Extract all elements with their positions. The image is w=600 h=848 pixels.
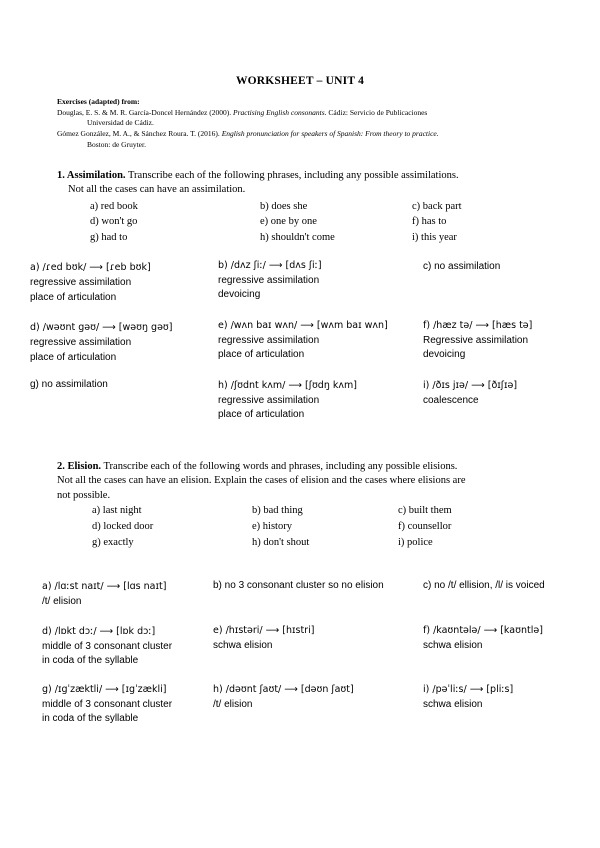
section1-instruction-text: Transcribe each of the following phrases, including any possible assimilations. — [125, 170, 459, 181]
s2-answer-d-transcription: d) /lɒkt dɔː/ ⟶ [lɒk dɔː] — [42, 626, 156, 637]
s1-option-a: a) red book — [90, 201, 138, 212]
section2-instruction-line2: Not all the cases can have an elision. Explain the cases of elision and the cases where elisions are — [57, 475, 466, 486]
s2-option-b: b) bad thing — [252, 505, 303, 516]
s1-answer-b-note2: devoicing — [218, 289, 261, 300]
s1-answer-c: c) no assimilation — [423, 261, 501, 272]
s2-answer-f-note1: schwa elision — [423, 640, 483, 651]
ref2-authors: Gómez González, M. A., & Sánchez Roura. T. (2016). — [57, 129, 222, 138]
s1-answer-d-note2: place of articulation — [30, 352, 117, 363]
section1-heading: 1. Assimilation. — [57, 170, 126, 181]
reference-2 — [57, 129, 439, 138]
ref1-authors: Douglas, E. S. & M. R. García-Doncel Hernández (2000). — [57, 108, 233, 117]
s1-answer-a-note1: regressive assimilation — [30, 277, 132, 288]
s2-answer-g-transcription: g) /ɪgˈzæktli/ ⟶ [ɪgˈzækli] — [42, 684, 167, 695]
s1-answer-f-note2: devoicing — [423, 349, 466, 360]
s2-option-g: g) exactly — [92, 537, 134, 548]
s1-option-g: g) had to — [90, 232, 128, 243]
s2-answer-g-note2: in coda of the syllable — [42, 713, 139, 724]
s1-answer-a-transcription: a) /ɾed bʊk/ ⟶ [ɾeb bʊk] — [30, 262, 151, 273]
s1-answer-i-note1: coalescence — [423, 395, 479, 406]
s2-answer-a-transcription: a) /lɑːst naɪt/ ⟶ [lɑs naɪt] — [42, 581, 167, 592]
s2-answer-g-note1: middle of 3 consonant cluster — [42, 699, 173, 710]
s2-answer-d-note1: middle of 3 consonant cluster — [42, 641, 173, 652]
s1-option-i: i) this year — [412, 232, 457, 243]
s1-answer-b-transcription: b) /dʌz ʃiː/ ⟶ [dʌs ʃiː] — [218, 260, 322, 271]
section1-instruction-line2: Not all the cases can have an assimilation. — [68, 184, 246, 195]
s1-option-e: e) one by one — [260, 216, 317, 227]
s1-answer-h-transcription: h) /ʃʊdnt kʌm/ ⟶ [ʃʊdŋ kʌm] — [218, 380, 357, 391]
s2-option-d: d) locked door — [92, 521, 154, 532]
s2-option-e: e) history — [252, 521, 292, 532]
s1-answer-e-transcription: e) /wʌn baɪ wʌn/ ⟶ [wʌm baɪ wʌn] — [218, 320, 388, 331]
s1-answer-d-note1: regressive assimilation — [30, 337, 132, 348]
s2-answer-a-note1: /t/ elision — [42, 596, 82, 607]
s1-answer-b-note1: regressive assimilation — [218, 275, 320, 286]
section2-instruction-text: Transcribe each of the following words and phrases, including any possible elisions. — [101, 461, 458, 472]
s1-answer-e-note1: regressive assimilation — [218, 335, 320, 346]
s2-option-h: h) don't shout — [252, 537, 310, 548]
page-title: WORKSHEET – UNIT 4 — [235, 75, 365, 87]
s1-answer-i-transcription: i) /ðɪs jɪə/ ⟶ [ðɪʃɪə] — [423, 380, 518, 391]
ref2-title: English pronunciation for speakers of Spanish: From theory to practice. — [221, 129, 439, 138]
section1-instruction — [57, 170, 459, 181]
s2-answer-i-note1: schwa elision — [423, 699, 483, 710]
references-heading: Exercises (adapted) from: — [57, 97, 140, 106]
s1-option-c: c) back part — [412, 201, 462, 212]
s2-answer-h-note1: /t/ elision — [213, 699, 253, 710]
s2-answer-i-transcription: i) /pəˈliːs/ ⟶ [pliːs] — [423, 684, 514, 695]
s2-option-c: c) built them — [398, 505, 452, 516]
s1-answer-d-transcription: d) /wəʊnt gəʊ/ ⟶ [wəʊŋ gəʊ] — [30, 322, 173, 333]
s2-answer-c: c) no /t/ ellision, /l/ is voiced — [423, 580, 545, 591]
s1-answer-g: g) no assimilation — [30, 379, 108, 390]
s2-answer-f-transcription: f) /kaʊntələ/ ⟶ [kaʊntlə] — [423, 625, 543, 636]
section2-instruction-line3: not possible. — [57, 490, 111, 501]
s2-option-a: a) last night — [92, 505, 142, 516]
reference-1-line-2: Universidad de Cádiz. — [87, 118, 154, 127]
s1-answer-h-note1: regressive assimilation — [218, 395, 320, 406]
s2-answer-h-transcription: h) /dəʊnt ʃaʊt/ ⟶ [dəʊn ʃaʊt] — [213, 684, 354, 695]
s1-answer-f-transcription: f) /hæz tə/ ⟶ [hæs tə] — [423, 320, 533, 331]
s2-answer-d-note2: in coda of the syllable — [42, 655, 139, 666]
s1-answer-e-note2: place of articulation — [218, 349, 305, 360]
s1-answer-f-note1: Regressive assimilation — [423, 335, 529, 346]
reference-1 — [57, 108, 427, 117]
reference-2-line-2: Boston: de Gruyter. — [87, 140, 146, 149]
section2-heading: 2. Elision. — [57, 461, 102, 472]
section2-instruction — [57, 461, 457, 472]
s1-option-h: h) shouldn't come — [260, 232, 335, 243]
s1-answer-a-note2: place of articulation — [30, 292, 117, 303]
s2-answer-e-note1: schwa elision — [213, 640, 273, 651]
ref1-publisher: . Cádiz: Servicio de Publicaciones — [324, 108, 428, 117]
s2-option-f: f) counsellor — [398, 521, 452, 532]
s1-option-d: d) won't go — [90, 216, 138, 227]
s1-option-f: f) has to — [412, 216, 447, 227]
s1-answer-h-note2: place of articulation — [218, 409, 305, 420]
s2-answer-b: b) no 3 consonant cluster so no elision — [213, 580, 384, 591]
s2-answer-e-transcription: e) /hɪstəri/ ⟶ [hɪstri] — [213, 625, 315, 636]
s1-option-b: b) does she — [260, 201, 308, 212]
s2-option-i: i) police — [398, 537, 433, 548]
ref1-title: Practising English consonants — [233, 108, 325, 117]
